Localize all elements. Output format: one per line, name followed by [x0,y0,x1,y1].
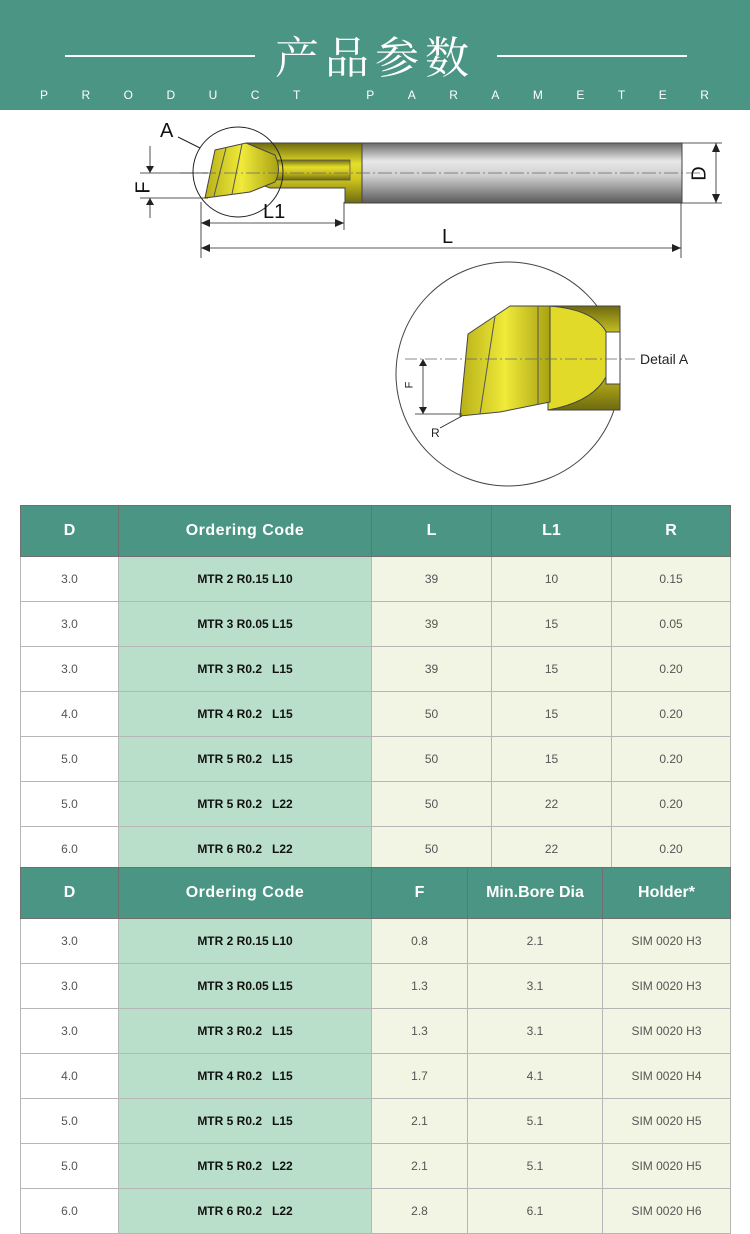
cell-l1: 15 [492,737,612,782]
cell-ordering-code: MTR 5 R0.2 L15 [119,737,372,782]
subtitle-letter: C [250,88,261,102]
table-row [21,1099,731,1144]
table-row [21,737,731,782]
table-row [21,557,731,602]
cell-l: 50 [372,782,492,827]
subtitle-letter: D [166,88,177,102]
cell-f: 2.1 [372,1099,468,1144]
column-header: F [372,868,468,919]
subtitle-letter: P [40,88,50,102]
cell-l1: 15 [492,692,612,737]
cell-f: 2.8 [372,1189,468,1234]
detail-r-label: R [431,426,440,440]
detail-a-label: Detail A [640,351,689,367]
column-header: Ordering Code [119,868,372,919]
cell-r: 0.20 [612,692,731,737]
cell-d: 6.0 [21,1189,119,1234]
subtitle-letter: E [576,88,586,102]
cell-holder: SIM 0020 H3 [603,964,731,1009]
cell-min-bore: 2.1 [468,919,603,964]
subtitle-letter: T [292,88,302,102]
cell-f: 1.3 [372,1009,468,1054]
column-header: D [21,506,119,557]
cell-d: 3.0 [21,964,119,1009]
cell-ordering-code: MTR 6 R0.2 L22 [119,827,372,872]
cell-min-bore: 3.1 [468,964,603,1009]
table-row [21,827,731,872]
subtitle-letter: R [449,88,459,102]
cell-f: 1.3 [372,964,468,1009]
label-l1: L1 [263,201,286,223]
cell-l: 39 [372,602,492,647]
label-a: A [160,120,174,142]
cell-holder: SIM 0020 H3 [603,1009,731,1054]
cell-l: 39 [372,557,492,602]
cell-holder: SIM 0020 H4 [603,1054,731,1099]
subtitle-letter: E [658,88,668,102]
arrowhead [335,219,344,227]
cell-ordering-code: MTR 5 R0.2 L22 [119,1144,372,1189]
table-row [21,692,731,737]
cell-l: 50 [372,737,492,782]
column-header: D [21,868,119,919]
arrowhead [201,219,210,227]
table-row [21,919,731,964]
cell-holder: SIM 0020 H5 [603,1144,731,1189]
column-header: Ordering Code [119,506,372,557]
cell-f: 1.7 [372,1054,468,1099]
leader-line-a [178,137,200,148]
cell-l: 50 [372,692,492,737]
cell-d: 6.0 [21,827,119,872]
cell-r: 0.20 [612,737,731,782]
cell-r: 0.05 [612,602,731,647]
arrowhead [712,194,720,203]
cell-ordering-code: MTR 4 R0.2 L15 [119,1054,372,1099]
arrowhead [146,198,154,205]
label-d: D [688,166,711,181]
subtitle-letter: U [208,88,219,102]
cell-l1: 22 [492,782,612,827]
cell-ordering-code: MTR 6 R0.2 L22 [119,1189,372,1234]
cell-d: 5.0 [21,737,119,782]
cell-l: 39 [372,647,492,692]
label-f: F [132,181,155,194]
cell-r: 0.20 [612,647,731,692]
cell-d: 3.0 [21,647,119,692]
column-header: Min.Bore Dia [468,868,603,919]
cell-d: 3.0 [21,557,119,602]
subtitle-letter: P [366,88,376,102]
label-l: L [442,226,454,248]
tool-drawing-svg [0,110,750,505]
cell-d: 4.0 [21,692,119,737]
subtitle-letter: M [532,88,544,102]
table-row [21,1009,731,1054]
cell-d: 5.0 [21,782,119,827]
subtitle-letter: O [123,88,134,102]
cell-min-bore: 3.1 [468,1009,603,1054]
cell-d: 3.0 [21,602,119,647]
cell-holder: SIM 0020 H5 [603,1099,731,1144]
header-banner [0,0,750,110]
cell-d: 4.0 [21,1054,119,1099]
table-row [21,964,731,1009]
table-row [21,1189,731,1234]
cell-ordering-code: MTR 3 R0.2 L15 [119,1009,372,1054]
arrowhead [712,143,720,152]
detail-neck [606,332,620,384]
cell-ordering-code: MTR 3 R0.05 L15 [119,602,372,647]
cell-l1: 10 [492,557,612,602]
page-title: 产品参数 [275,33,475,84]
arrowhead [146,166,154,173]
table-row [21,1054,731,1099]
cell-min-bore: 6.1 [468,1189,603,1234]
cell-ordering-code: MTR 2 R0.15 L10 [119,557,372,602]
cell-d: 3.0 [21,919,119,964]
cell-l1: 22 [492,827,612,872]
column-header: R [612,506,731,557]
subtitle-letter: R [81,88,92,102]
cell-l: 50 [372,827,492,872]
cell-l1: 15 [492,602,612,647]
subtitle-letter: R [700,88,710,102]
arrowhead [201,244,210,252]
cell-d: 3.0 [21,1009,119,1054]
tool-drawing [0,110,750,505]
cell-min-bore: 5.1 [468,1144,603,1189]
cell-f: 2.1 [372,1144,468,1189]
spec-table-bore [20,867,731,1234]
banner-subtitle [40,88,710,102]
table-row [21,1144,731,1189]
cell-min-bore: 5.1 [468,1099,603,1144]
cell-r: 0.20 [612,782,731,827]
table-row [21,647,731,692]
table-header-row [21,868,731,919]
cell-ordering-code: MTR 3 R0.2 L15 [119,647,372,692]
detail-f-label: F [403,381,416,389]
cell-min-bore: 4.1 [468,1054,603,1099]
cell-ordering-code: MTR 5 R0.2 L22 [119,782,372,827]
table-row [21,782,731,827]
cell-ordering-code: MTR 5 R0.2 L15 [119,1099,372,1144]
cell-holder: SIM 0020 H6 [603,1189,731,1234]
arrowhead [672,244,681,252]
cell-r: 0.20 [612,827,731,872]
subtitle-letter: A [407,88,417,102]
table-header-row [21,506,731,557]
column-header: L [372,506,492,557]
cell-holder: SIM 0020 H3 [603,919,731,964]
column-header: L1 [492,506,612,557]
column-header: Holder* [603,868,731,919]
table-row [21,602,731,647]
cell-d: 5.0 [21,1099,119,1144]
cell-ordering-code: MTR 2 R0.15 L10 [119,919,372,964]
cell-f: 0.8 [372,919,468,964]
cell-d: 5.0 [21,1144,119,1189]
cell-ordering-code: MTR 4 R0.2 L15 [119,692,372,737]
subtitle-letter: T [617,88,627,102]
banner-left-rule [65,55,255,57]
cell-r: 0.15 [612,557,731,602]
subtitle-letter: A [491,88,501,102]
cell-ordering-code: MTR 3 R0.05 L15 [119,964,372,1009]
spec-table-dimensions [20,505,731,872]
cell-l1: 15 [492,647,612,692]
banner-right-rule [497,55,687,57]
